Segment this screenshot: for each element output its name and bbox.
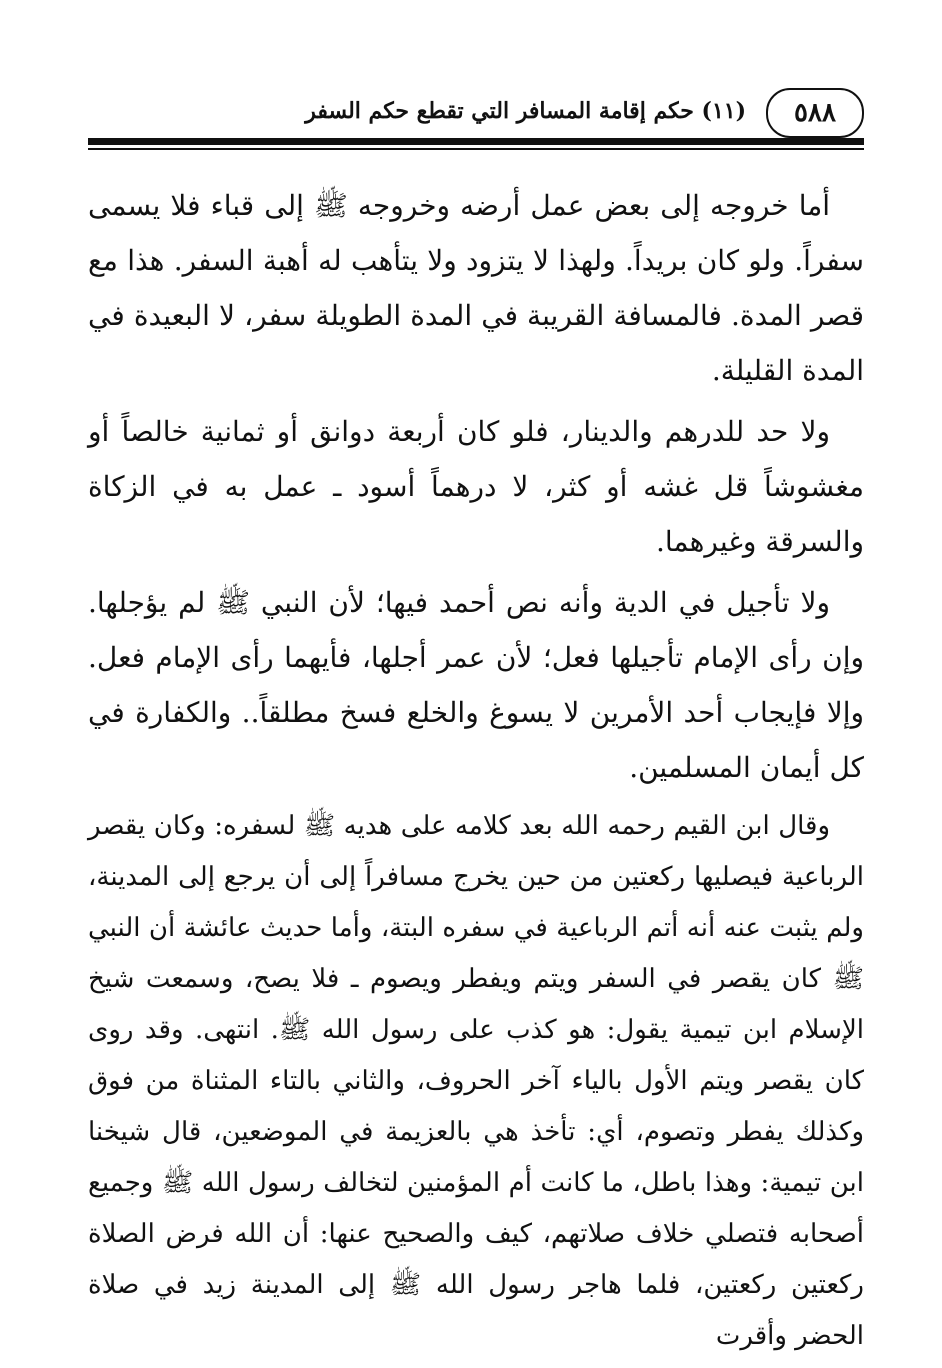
header-rule-thick	[88, 138, 864, 145]
paragraph: ولا حد للدرهم والدينار، فلو كان أربعة دوانق أو ثمانية خالصاً أو مغشوشاً قل غشه أو كثر، لا درهماً أسود ـ عمل به في الزكاة والسرقة وغيرهما.	[88, 415, 864, 558]
page-header	[88, 88, 864, 150]
running-title: (١١) حكم إقامة المسافر التي تقطع حكم السفر	[305, 98, 746, 124]
page-number: ٥٨٨	[766, 88, 864, 138]
body-text	[88, 178, 864, 1368]
header-rule-thin	[88, 148, 864, 150]
paragraph: وقال ابن القيم رحمه الله بعد كلامه على هديه ﷺ لسفره: وكان يقصر الرباعية فيصليها ركعتين من حين يخرج مسافراً إلى أن يرجع إلى المدينة، ولم يثبت عنه أنه أتم الرباعية في سفره البتة، وأما حديث عائشة أن النبي ﷺ كان يقصر في السفر ويتم ويفطر ويصوم ـ فلا يصح، وسمعت شيخ الإسلام ابن تيمية يقول: هو كذب على رسول الله ﷺ. انتهى. وقد روى كان يقصر ويتم الأول بالياء آخر الحروف، والثاني بالتاء المثناة من فوق وكذلك يفطر وتصوم، أي: تأخذ هي بالعزيمة في الموضعين، قال شيخنا ابن تيمية: وهذا باطل، ما كانت أم المؤمنين لتخالف رسول الله ﷺ وجميع أصحابه فتصلي خلاف صلاتهم، كيف والصحيح عنها: أن الله فرض الصلاة ركعتين ركعتين، فلما هاجر رسول الله ﷺ إلى المدينة زيد في صلاة الحضر وأقرت	[88, 811, 864, 1351]
paragraph: أما خروجه إلى بعض عمل أرضه وخروجه ﷺ إلى قباء فلا يسمى سفراً. ولو كان بريداً. ولهذا لا يتزود ولا يتأهب له أهبة السفر. هذا مع قصر المدة. فالمسافة القريبة في المدة الطويلة سفر، لا البعيدة في المدة القليلة.	[88, 189, 864, 387]
paragraph: ولا تأجيل في الدية وأنه نص أحمد فيها؛ لأن النبي ﷺ لم يؤجلها. وإن رأى الإمام تأجيلها فعل؛ لأن عمر أجلها، فأيهما رأى الإمام فعل. وإلا فإيجاب أحد الأمرين لا يسوغ والخلع فسخ مطلقاً.. والكفارة في كل أيمان المسلمين.	[88, 586, 864, 784]
